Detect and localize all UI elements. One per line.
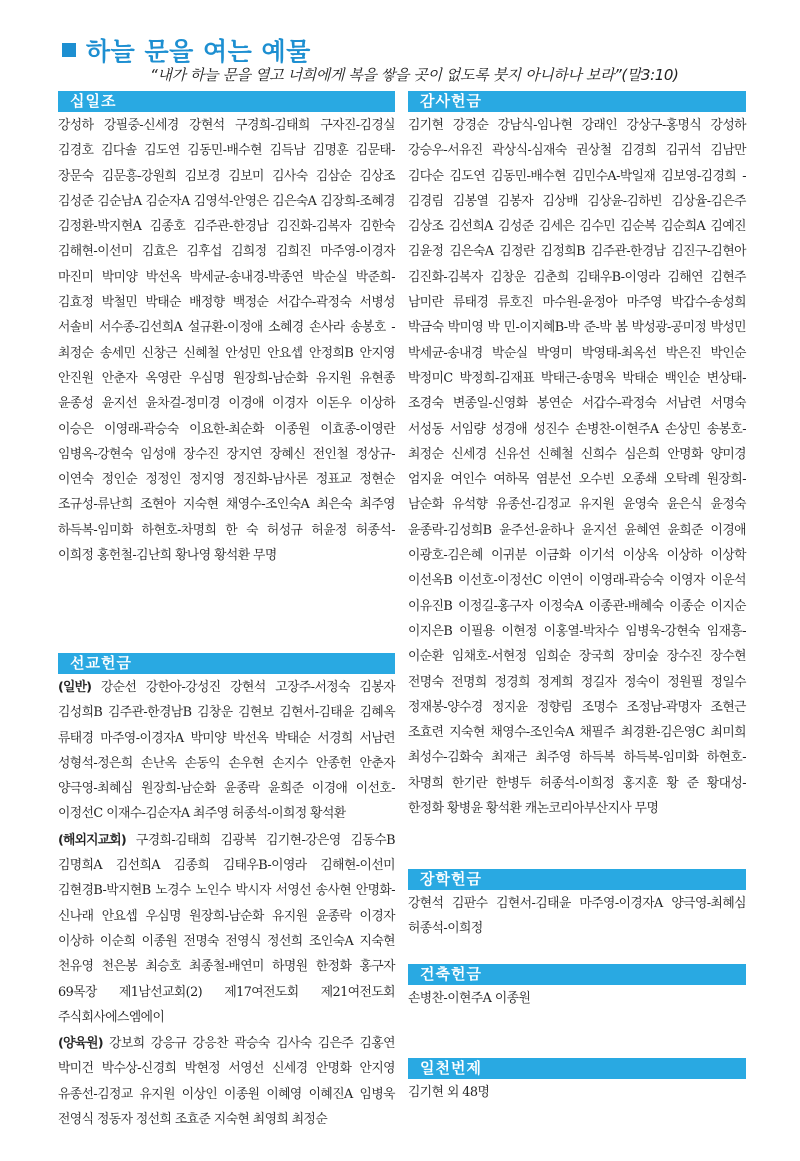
tithe-names: 강성하 강필중-신세경 강현석 구경희-김태희 구자진-김경실 김경호 김다솔 김도연 김동민-배수현 김득남 김명훈 김문태-장문숙 김문흥-강원희 김보경 김보미 김사숙 김삼순 김상조 김성준 김순남A 김순자A 김영석-안영은 김은숙A 김장희-조혜경 김정환-박지현A 김종호 김주관-한경남 김진화-김복자 김한숙 김해현-이선미 김효은 김후섭 김희정 김희진 마주영-이경자 마진미 박미양 박선옥 박세균-송내경-박종연 박순실 박준희-김효정 박철민 박태순 배정향 백정순 서갑수-곽정숙 서병성 서솔비 서수종-김선희A 설규환-이정애 소혜경 손사라 송봉호 -최정순 송세민 신창근 신혜철 안성민 안요셉 안정희B 안지영 안진원 안춘자 옥영란 우심명 원장희-남순화 유지원 유현종 윤종성 윤지선 윤차걸-정미경 이경애 이경자 이돈우 이상하 이승은 이영래-곽승숙 이요한-최순화 이종원 이효종-이영란 임병옥-강현숙 임성애 장수진 장지연 장혜신 전인철 정상규-이연숙 정인순 정정인 정지영 정진화-남사론 정표교 정현순 조규성-류난희 조현아 지숙현 채영수-조인숙A 최은숙 최주영 하득복-임미화 하현호-차명희 한 숙 허성규 허윤정 허종석-이희정 홍헌철-김난희 황나영 황석환 무명 bbox=[58, 118, 395, 564]
scholarship-section bbox=[408, 869, 746, 942]
tithe-section bbox=[58, 91, 395, 568]
page-title: 하늘 문을 여는 예물 bbox=[86, 37, 311, 66]
mission-general bbox=[58, 675, 395, 827]
mission-overseas bbox=[58, 828, 395, 1030]
mission-section bbox=[58, 653, 395, 1132]
thanks-names: 김기현 강경순 강남식-임나현 강래인 강상구-홍명식 강성하 강승우-서유진 곽상식-심재숙 권상철 김경희 김귀석 김남만 김다순 김도연 김동민-배수현 김민수A-박일재 김보영-김경희 -김경림 김봉열 김봉자 김상배 김상윤-김하빈 김상율-김은주 김상조 김선희A 김성준 김세은 김수민 김순복 김순희A 김예진 김윤정 김은숙A 김정란 김정희B 김주관-한경남 김진구-김현아 김진화-김복자 김창운 김춘희 김태우B-이영라 김해연 김현주 남미란 류태경 류호진 마수원-윤정아 마주영 박갑수-송성희 박금숙 박미영 박 민-이지혜B-박 준-박 봄 박성광-공미정 박성민 박세균-송내경 박순실 박영미 박영태-최옥선 박은진 박인순 박정미C 박정희-김재표 박태근-송명옥 박태순 백인순 변상태-조경숙 변종일-신영화 봉연순 서갑수-곽정숙 서남련 서명숙 서성동 서임량 성경애 성진수 손병찬-이현주A 손상민 송봉호-최정순 신세경 신유선 신혜철 신희수 심은희 안명화 양미경 엄지윤 여인수 여하목 염분선 오수빈 오종쇄 오탁례 원장희-남순화 유석향 유종선-김정교 유지원 윤영숙 윤은식 윤정숙 윤종락-김성희B 윤주선-윤하나 윤지선 윤혜연 윤희준 이경애 이광호-김은혜 이귀분 이금화 이기석 이상옥 이상하 이상학 이선옥B 이선호-이정선C 이연이 이영래-곽승숙 이영자 이운석 이유진B 이정길-홍구자 이정숙A 이종관-배혜숙 이종순 이지순 이지은B 이필용 이현정 이홍열-박차수 임병욱-강현숙 임재흥-이순환 임채호-서현정 임희순 장국희 장미숲 장수진 장수현 전명숙 전명희 정경희 정계희 정길자 정숙이 정원필 정일수 정재봉-양수경 정지윤 정향림 조명수 조정남-곽명자 조현근 조효련 지숙현 채영수-조인숙A 채필주 최경환-김은영C 최미희 최성수-김화숙 최재근 최주영 하득복 하득복-임미화 하현호-차명희 한기란 한병두 허종석-이희정 홍지훈 황 준 황대성-한정화 황병윤 황석환 캐논코리아부산지사 무명 bbox=[408, 118, 746, 817]
mission-overseas-label: (해외지교회) bbox=[58, 832, 126, 848]
building-header: 건축헌금 bbox=[408, 964, 746, 985]
title-row bbox=[62, 32, 311, 68]
scholarship-names: 강현석 김판수 김현서-김태윤 마주영-이경자A 양극영-최혜심 허종석-이희정 bbox=[408, 896, 746, 937]
scholarship-header: 장학헌금 bbox=[408, 869, 746, 890]
thanks-section bbox=[408, 91, 746, 821]
mission-header: 선교헌금 bbox=[58, 653, 395, 674]
title-square-icon bbox=[62, 43, 76, 57]
thanks-header: 감사헌금 bbox=[408, 91, 746, 112]
bible-verse: “내가 하늘 문을 열고 너희에게 복을 쌓을 곳이 없도록 붓지 아니하나 보라”(말3:10) bbox=[150, 66, 679, 84]
million-names: 김기현 외 48명 bbox=[408, 1085, 490, 1100]
million-header: 일천번제 bbox=[408, 1058, 746, 1079]
mission-orphanage-names: 강보희 강응규 강응찬 곽승숙 김사숙 김은주 김홍연 박미건 박수상-신경희 박현정 서영선 신세경 안명화 안지영 유종선-김정교 유지원 이상인 이종원 이혜영 이혜진A 임병욱 전영식 정동자 정선희 조효준 지숙현 최영희 최정순 bbox=[58, 1036, 395, 1128]
tithe-header: 십일조 bbox=[58, 91, 395, 112]
building-names: 손병찬-이현주A 이종원 bbox=[408, 991, 531, 1006]
building-section bbox=[408, 964, 746, 1011]
mission-general-label: (일반) bbox=[58, 680, 92, 695]
mission-orphanage bbox=[58, 1031, 395, 1132]
mission-overseas-names: 구경희-김태희 김광복 김기현-강은영 김동수B 김명희A 김선희A 김종희 김태우B-이영라 김해현-이선미 김현경B-박지현B 노경수 노인수 박시자 서영선 송사현 안명화-신나래 안요셉 우심명 원장희-남순화 유지원 윤종락 이경자 이상하 이순희 이종원 전명숙 전영식 정선희 조인숙A 지숙현 천유영 천은봉 최승호 최종철-배연미 하명원 한정화 홍구자 69목장 제1남선교회(2) 제17여전도회 제21여전도회 주식회사에스엠에이 bbox=[58, 832, 395, 1025]
million-section bbox=[408, 1058, 746, 1105]
mission-orphanage-label: (양육원) bbox=[58, 1036, 103, 1052]
mission-general-names: 강순선 강한아-강성진 강현석 고장주-서정숙 김봉자 김성희B 김주관-한경남B 김창운 김현보 김현서-김태윤 김혜옥 류태경 마주영-이경자A 박미양 박선옥 박태순 서경희 서남련 성형석-정은희 손난옥 손동익 손우현 손지수 안종헌 안춘자 양극영-최혜심 원장희-남순화 윤종락 윤희준 이경애 이선호-이정선C 이재수-김순자A 최주영 허종석-이희정 황석환 bbox=[58, 680, 395, 822]
